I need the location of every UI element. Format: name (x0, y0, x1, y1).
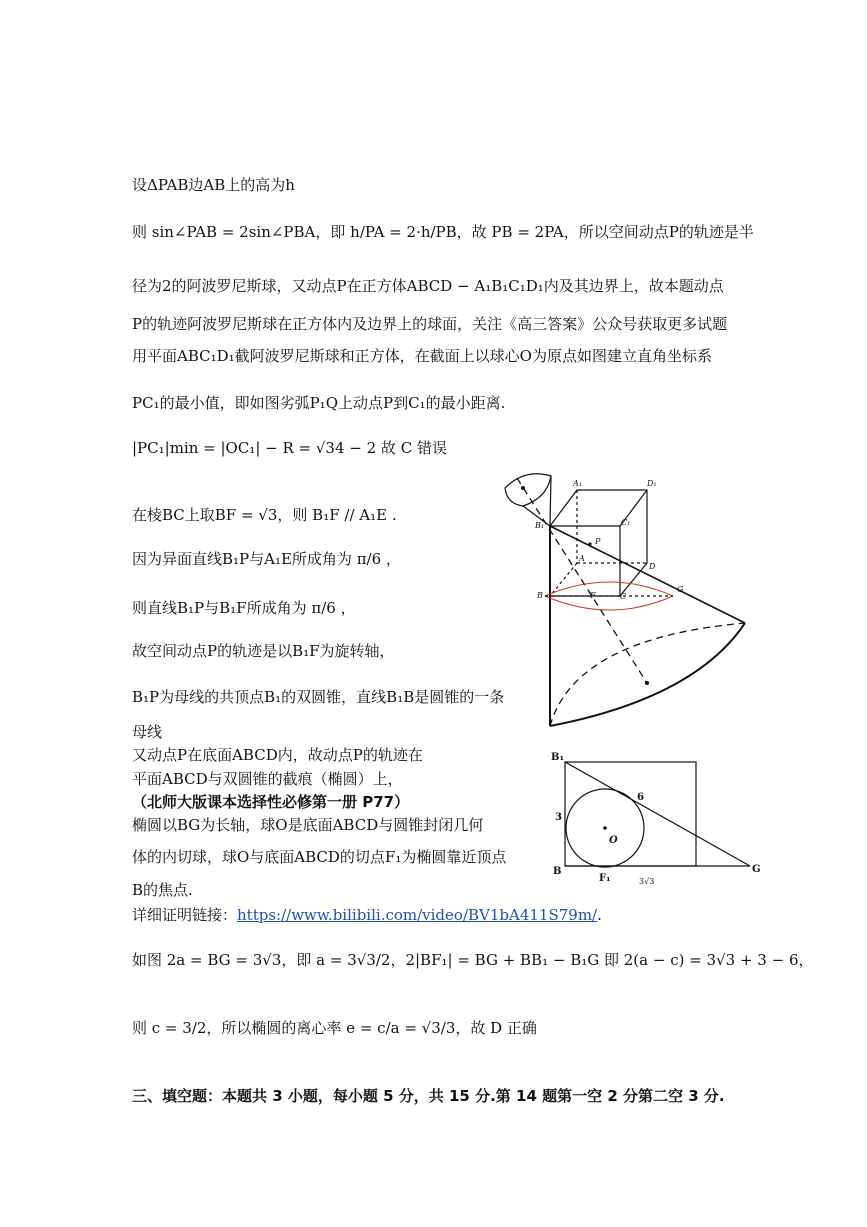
rotation-axis (517, 478, 647, 683)
text-line: 椭圆以BG为长轴，球O是底面ABCD与圆锥封闭几何 (132, 816, 484, 834)
lower-cone-hidden-arc (550, 623, 745, 726)
label-p: P (595, 537, 601, 546)
text-line: 体的内切球，球O与底面ABCD的切点F₁为椭圆靠近顶点 (132, 848, 507, 866)
section-ellipse-lower (545, 596, 673, 610)
line-b1-g (565, 762, 750, 866)
label-a: A (579, 554, 585, 563)
text-line: 平面ABCD与双圆锥的截痕（椭圆）上， (132, 770, 403, 788)
text-line: PC₁的最小值，即如图劣弧P₁Q上动点P到C₁的最小距离. (132, 394, 506, 412)
section-rectangle (565, 762, 696, 866)
label-b1: B₁ (535, 521, 545, 530)
label-o: O (609, 835, 618, 846)
text-line: 故空间动点P的轨迹是以B₁F为旋转轴， (132, 642, 395, 660)
proof-link-line (132, 905, 602, 925)
label-a1: A₁ (573, 479, 582, 488)
lower-cone-arc (550, 623, 745, 726)
text-line: 径为2的阿波罗尼斯球，又动点P在正方体ABCD − A₁B₁C₁D₁内及其边界上，故本题动点 (132, 277, 724, 295)
proof-link-suffix: . (597, 906, 602, 924)
text-line: 又动点P在底面ABCD内，故动点P的轨迹在 (132, 746, 423, 764)
text-line: P的轨迹阿波罗尼斯球在正方体内及边界上的球面，关注《高三答案》公众号获取更多试题 (132, 315, 728, 333)
point-p (588, 542, 591, 545)
text-line: 设ΔPAB边AB上的高为h (132, 176, 295, 194)
label-c: C (620, 592, 627, 601)
label-length-3root3: 3√3 (639, 877, 655, 886)
label-d1: D₁ (647, 479, 657, 488)
text-line: 因为异面直线B₁P与A₁E所成角为 π/6 ， (132, 550, 401, 568)
label-length-6: 6 (637, 792, 644, 803)
text-line: 则直线B₁P与B₁F所成角为 π/6 ， (132, 599, 356, 617)
text-line: 则 c = 3/2，所以椭圆的离心率 e = c/a = √3/3，故 D 正确 (132, 1019, 537, 1037)
label-b: B (537, 591, 543, 600)
label-b: B (553, 866, 562, 877)
section-heading: 三、填空题：本题共 3 小题，每小题 5 分，共 15 分.第 14 题第一空 2 分第二空 3 分. (132, 1087, 725, 1105)
text-line: 母线 (132, 723, 163, 741)
text-line: 在棱BC上取BF = √3，则 B₁F // A₁E . (132, 506, 397, 524)
text-line: 用平面ABC₁D₁截阿波罗尼斯球和正方体，在截面上以球心O为原点如图建立直角坐标系 (132, 347, 712, 365)
axis-end-point (645, 681, 649, 685)
proof-link-prefix: 详细证明链接： (132, 906, 238, 924)
label-f1: F₁ (599, 873, 611, 884)
upper-cone-base (505, 474, 551, 506)
text-line: 如图 2a = BG = 3√3，即 a = 3√3/2，2|BF₁| = BG + BB₁ − B₁G 即 2(a − c) = 3√3 + 3 − 6， (132, 951, 814, 969)
label-g: G (752, 864, 761, 875)
section-ellipse-upper (545, 582, 673, 596)
text-line: B的焦点. (132, 881, 193, 899)
cross-section-figure (545, 748, 765, 888)
label-length-3: 3 (555, 812, 562, 823)
label-d: D (649, 562, 656, 571)
center-o-point (603, 826, 607, 830)
label-b1: B₁ (551, 752, 564, 763)
text-line: 则 sin∠PAB = 2sin∠PBA，即 h/PA = 2·h/PB，故 PB = 2PA，所以空间动点P的轨迹是半 (132, 223, 754, 241)
cone-apex-point (521, 486, 525, 490)
proof-link[interactable]: https://www.bilibili.com/video/BV1bA411S79m/ (237, 906, 598, 924)
text-line: |PC₁|min = |OC₁| − R = √34 − 2 故 C 错误 (132, 439, 447, 457)
label-f: F (590, 591, 596, 600)
label-c1: C₁ (621, 518, 631, 527)
textbook-reference: （北师大版课本选择性必修第一册 P77） (132, 793, 410, 811)
cube-double-cone-figure (495, 468, 765, 738)
label-g: G (677, 585, 684, 594)
text-line: B₁P为母线的共顶点B₁的双圆锥，直线B₁B是圆锥的一条 (132, 688, 505, 706)
cone-edge (550, 476, 551, 526)
cube-hidden-edge (550, 563, 577, 596)
